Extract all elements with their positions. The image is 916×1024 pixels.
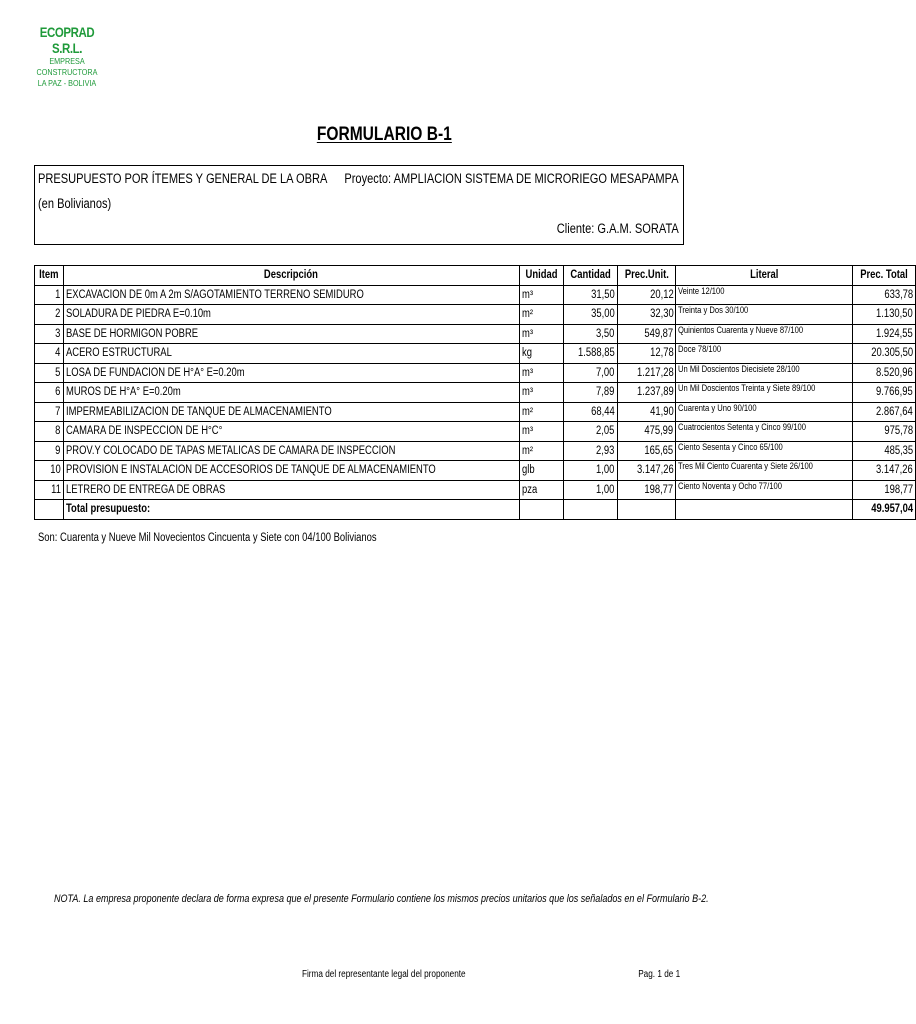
item-total-price: 633,78 <box>853 285 916 305</box>
form-title <box>0 124 768 146</box>
item-total-price: 8.520,96 <box>853 363 916 383</box>
table-row <box>35 461 916 481</box>
company-location: LA PAZ - BOLIVIA <box>37 78 97 88</box>
item-total-price: 2.867,64 <box>853 402 916 422</box>
table-row <box>35 363 916 383</box>
total-row <box>35 500 916 520</box>
item-number: 11 <box>35 480 64 500</box>
item-literal: Treinta y Dos 30/100 <box>676 305 853 325</box>
item-number: 4 <box>35 344 64 364</box>
table-row <box>35 344 916 364</box>
item-unit: glb <box>519 461 563 481</box>
signature-label: Firma del representante legal del proponente <box>302 969 466 980</box>
item-total-price: 485,35 <box>853 441 916 461</box>
project-label: Proyecto: AMPLIACION SISTEMA DE MICRORIEGO MESAPAMPA <box>344 171 679 186</box>
item-literal: Tres Mil Ciento Cuarenta y Siete 26/100 <box>676 461 853 481</box>
item-unit: m³ <box>519 422 563 442</box>
item-total-price: 975,78 <box>853 422 916 442</box>
company-logo-block <box>22 24 112 89</box>
item-literal: Quinientos Cuarenta y Nueve 87/100 <box>676 324 853 344</box>
item-description: LOSA DE FUNDACION DE H°A° E=0.20m <box>63 363 519 383</box>
item-literal: Doce 78/100 <box>676 344 853 364</box>
item-quantity: 1,00 <box>563 461 617 481</box>
item-unit-price: 41,90 <box>617 402 676 422</box>
item-quantity: 1.588,85 <box>563 344 617 364</box>
item-quantity: 68,44 <box>563 402 617 422</box>
item-literal: Ciento Noventa y Ocho 77/100 <box>676 480 853 500</box>
currency-note: (en Bolivianos) <box>38 196 112 211</box>
item-unit-price: 198,77 <box>617 480 676 500</box>
item-unit-price: 12,78 <box>617 344 676 364</box>
total-empty-item <box>35 500 64 520</box>
item-number: 9 <box>35 441 64 461</box>
item-unit-price: 32,30 <box>617 305 676 325</box>
item-unit: m³ <box>519 383 563 403</box>
item-number: 5 <box>35 363 64 383</box>
item-literal: Un Mil Doscientos Treinta y Siete 89/100 <box>676 383 853 403</box>
col-header-unit: Unidad <box>519 266 563 286</box>
col-header-unit-price: Prec.Unit. <box>617 266 676 286</box>
table-row <box>35 441 916 461</box>
amount-in-words: Son: Cuarenta y Nueve Mil Novecientos Cincuenta y Siete con 04/100 Bolivianos <box>38 532 377 544</box>
table-row <box>35 285 916 305</box>
item-unit-price: 165,65 <box>617 441 676 461</box>
table-row <box>35 383 916 403</box>
item-quantity: 1,00 <box>563 480 617 500</box>
total-label: Total presupuesto: <box>63 500 519 520</box>
col-header-total-price: Prec. Total <box>853 266 916 286</box>
col-header-item: Item <box>35 266 64 286</box>
client-label: Cliente: G.A.M. SORATA <box>556 221 679 236</box>
item-quantity: 7,00 <box>563 363 617 383</box>
item-unit: m³ <box>519 363 563 383</box>
item-description: IMPERMEABILIZACION DE TANQUE DE ALMACENAMIENTO <box>63 402 519 422</box>
item-description: EXCAVACION DE 0m A 2m S/AGOTAMIENTO TERRENO SEMIDURO <box>63 285 519 305</box>
page-number: Pag. 1 de 1 <box>638 969 680 980</box>
item-quantity: 35,00 <box>563 305 617 325</box>
item-number: 3 <box>35 324 64 344</box>
item-number: 8 <box>35 422 64 442</box>
item-literal: Un Mil Doscientos Diecisiete 28/100 <box>676 363 853 383</box>
item-unit: pza <box>519 480 563 500</box>
item-unit-price: 549,87 <box>617 324 676 344</box>
item-unit: m² <box>519 402 563 422</box>
col-header-description: Descripción <box>63 266 519 286</box>
table-row <box>35 402 916 422</box>
item-unit-price: 3.147,26 <box>617 461 676 481</box>
item-description: MUROS DE H°A° E=0.20m <box>63 383 519 403</box>
item-literal: Cuatrocientos Setenta y Cinco 99/100 <box>676 422 853 442</box>
item-total-price: 1.130,50 <box>853 305 916 325</box>
table-row <box>35 324 916 344</box>
item-description: SOLADURA DE PIEDRA E=0.10m <box>63 305 519 325</box>
item-number: 10 <box>35 461 64 481</box>
item-quantity: 31,50 <box>563 285 617 305</box>
budget-table <box>34 265 916 520</box>
item-number: 1 <box>35 285 64 305</box>
note-text: NOTA. La empresa proponente declara de forma expresa que el presente Formulario contiene los mismos precios unitarios que los señalados en el Formulario B-2. <box>54 893 709 905</box>
table-row <box>35 305 916 325</box>
item-literal: Ciento Sesenta y Cinco 65/100 <box>676 441 853 461</box>
item-unit: m³ <box>519 285 563 305</box>
item-total-price: 9.766,95 <box>853 383 916 403</box>
table-header-row <box>35 266 916 286</box>
item-description: ACERO ESTRUCTURAL <box>63 344 519 364</box>
item-literal: Veinte 12/100 <box>676 285 853 305</box>
item-literal: Cuarenta y Uno 90/100 <box>676 402 853 422</box>
item-unit: m³ <box>519 324 563 344</box>
header-box <box>34 165 684 245</box>
item-description: PROVISION E INSTALACION DE ACCESORIOS DE TANQUE DE ALMACENAMIENTO <box>63 461 519 481</box>
item-unit-price: 475,99 <box>617 422 676 442</box>
item-quantity: 2,05 <box>563 422 617 442</box>
item-total-price: 198,77 <box>853 480 916 500</box>
item-unit: m² <box>519 441 563 461</box>
item-unit-price: 1.217,28 <box>617 363 676 383</box>
item-unit-price: 20,12 <box>617 285 676 305</box>
item-quantity: 3,50 <box>563 324 617 344</box>
item-total-price: 3.147,26 <box>853 461 916 481</box>
item-description: PROV.Y COLOCADO DE TAPAS METALICAS DE CAMARA DE INSPECCION <box>63 441 519 461</box>
item-number: 6 <box>35 383 64 403</box>
item-number: 2 <box>35 305 64 325</box>
item-unit: kg <box>519 344 563 364</box>
item-quantity: 2,93 <box>563 441 617 461</box>
form-title-text: FORMULARIO B-1 <box>316 124 452 145</box>
item-total-price: 1.924,55 <box>853 324 916 344</box>
item-unit-price: 1.237,89 <box>617 383 676 403</box>
item-total-price: 20.305,50 <box>853 344 916 364</box>
item-description: CAMARA DE INSPECCION DE H°C° <box>63 422 519 442</box>
table-row <box>35 480 916 500</box>
item-number: 7 <box>35 402 64 422</box>
table-row <box>35 422 916 442</box>
col-header-literal: Literal <box>676 266 853 286</box>
company-name: ECOPRAD S.R.L. <box>39 24 95 56</box>
total-value: 49.957,04 <box>853 500 916 520</box>
item-description: LETRERO DE ENTREGA DE OBRAS <box>63 480 519 500</box>
col-header-quantity: Cantidad <box>563 266 617 286</box>
budget-label: PRESUPUESTO POR ÍTEMES Y GENERAL DE LA OBRA <box>38 171 328 186</box>
item-description: BASE DE HORMIGON POBRE <box>63 324 519 344</box>
company-type: EMPRESA CONSTRUCTORA <box>36 56 98 77</box>
item-unit: m² <box>519 305 563 325</box>
item-quantity: 7,89 <box>563 383 617 403</box>
